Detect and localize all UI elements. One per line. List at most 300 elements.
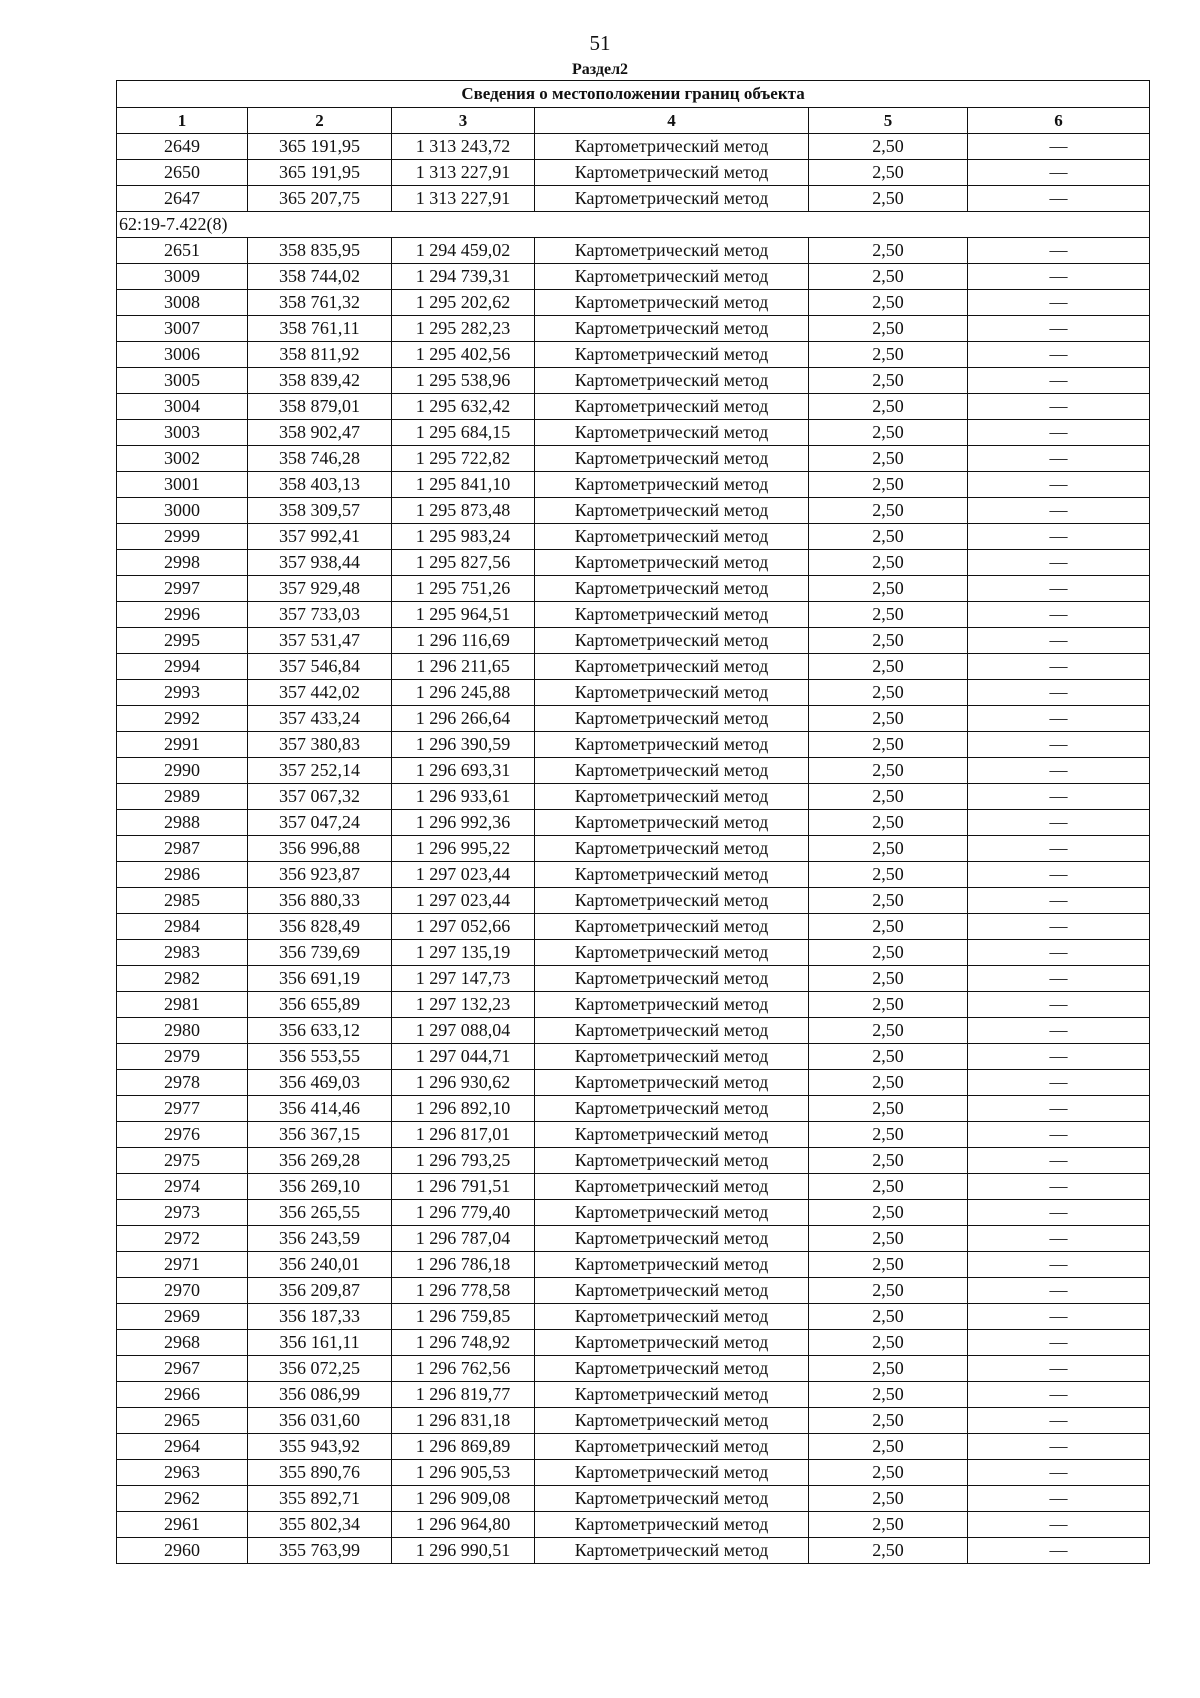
y-coordinate-cell: 1 296 995,22	[392, 836, 535, 862]
x-coordinate-cell: 358 744,02	[248, 264, 392, 290]
y-coordinate-cell: 1 296 787,04	[392, 1226, 535, 1252]
point-number-cell: 2992	[117, 706, 248, 732]
table-row	[117, 888, 1150, 914]
point-number-cell: 2986	[117, 862, 248, 888]
table-row	[117, 940, 1150, 966]
table-caption: Сведения о местоположении границ объекта	[117, 81, 1150, 108]
point-number-cell: 2974	[117, 1174, 248, 1200]
column-number-6: 6	[968, 108, 1150, 134]
column-number-3: 3	[392, 108, 535, 134]
accuracy-cell: 2,50	[809, 316, 968, 342]
description-cell: —	[968, 1460, 1150, 1486]
method-cell: Картометрический метод	[535, 888, 809, 914]
description-cell: —	[968, 1486, 1150, 1512]
table-row	[117, 1070, 1150, 1096]
x-coordinate-cell: 356 414,46	[248, 1096, 392, 1122]
y-coordinate-cell: 1 297 023,44	[392, 862, 535, 888]
method-cell: Картометрический метод	[535, 290, 809, 316]
method-cell: Картометрический метод	[535, 1044, 809, 1070]
accuracy-cell: 2,50	[809, 1538, 968, 1564]
description-cell: —	[968, 966, 1150, 992]
description-cell: —	[968, 264, 1150, 290]
x-coordinate-cell: 357 433,24	[248, 706, 392, 732]
method-cell: Картометрический метод	[535, 1122, 809, 1148]
x-coordinate-cell: 357 380,83	[248, 732, 392, 758]
point-number-cell: 3002	[117, 446, 248, 472]
description-cell: —	[968, 940, 1150, 966]
table-row	[117, 706, 1150, 732]
method-cell: Картометрический метод	[535, 1200, 809, 1226]
method-cell: Картометрический метод	[535, 836, 809, 862]
x-coordinate-cell: 365 207,75	[248, 186, 392, 212]
y-coordinate-cell: 1 295 841,10	[392, 472, 535, 498]
description-cell: —	[968, 862, 1150, 888]
table-row	[117, 524, 1150, 550]
table-row	[117, 238, 1150, 264]
point-number-cell: 2998	[117, 550, 248, 576]
description-cell: —	[968, 368, 1150, 394]
y-coordinate-cell: 1 296 759,85	[392, 1304, 535, 1330]
point-number-cell: 2993	[117, 680, 248, 706]
method-cell: Картометрический метод	[535, 706, 809, 732]
accuracy-cell: 2,50	[809, 1434, 968, 1460]
table-row	[117, 316, 1150, 342]
point-number-cell: 2999	[117, 524, 248, 550]
table-row	[117, 186, 1150, 212]
accuracy-cell: 2,50	[809, 914, 968, 940]
table-row	[117, 1304, 1150, 1330]
point-number-cell: 2970	[117, 1278, 248, 1304]
table-row	[117, 1408, 1150, 1434]
description-cell: —	[968, 914, 1150, 940]
accuracy-cell: 2,50	[809, 602, 968, 628]
x-coordinate-cell: 356 269,28	[248, 1148, 392, 1174]
y-coordinate-cell: 1 296 786,18	[392, 1252, 535, 1278]
accuracy-cell: 2,50	[809, 524, 968, 550]
y-coordinate-cell: 1 296 779,40	[392, 1200, 535, 1226]
accuracy-cell: 2,50	[809, 1460, 968, 1486]
table-row	[117, 1278, 1150, 1304]
point-number-cell: 2984	[117, 914, 248, 940]
y-coordinate-cell: 1 313 227,91	[392, 160, 535, 186]
description-cell: —	[968, 1070, 1150, 1096]
accuracy-cell: 2,50	[809, 186, 968, 212]
method-cell: Картометрический метод	[535, 940, 809, 966]
accuracy-cell: 2,50	[809, 1304, 968, 1330]
point-number-cell: 2982	[117, 966, 248, 992]
x-coordinate-cell: 356 209,87	[248, 1278, 392, 1304]
description-cell: —	[968, 1122, 1150, 1148]
table-row	[117, 1538, 1150, 1564]
method-cell: Картометрический метод	[535, 1252, 809, 1278]
description-cell: —	[968, 1044, 1150, 1070]
y-coordinate-cell: 1 296 930,62	[392, 1070, 535, 1096]
accuracy-cell: 2,50	[809, 1044, 968, 1070]
accuracy-cell: 2,50	[809, 134, 968, 160]
method-cell: Картометрический метод	[535, 160, 809, 186]
x-coordinate-cell: 357 252,14	[248, 758, 392, 784]
x-coordinate-cell: 358 746,28	[248, 446, 392, 472]
y-coordinate-cell: 1 296 762,56	[392, 1356, 535, 1382]
point-number-cell: 3003	[117, 420, 248, 446]
y-coordinate-cell: 1 295 202,62	[392, 290, 535, 316]
point-number-cell: 3001	[117, 472, 248, 498]
description-cell: —	[968, 394, 1150, 420]
table-row	[117, 1044, 1150, 1070]
point-number-cell: 3005	[117, 368, 248, 394]
method-cell: Картометрический метод	[535, 368, 809, 394]
method-cell: Картометрический метод	[535, 862, 809, 888]
y-coordinate-cell: 1 294 739,31	[392, 264, 535, 290]
boundary-coordinates-table	[116, 80, 1150, 1564]
x-coordinate-cell: 355 802,34	[248, 1512, 392, 1538]
x-coordinate-cell: 355 890,76	[248, 1460, 392, 1486]
y-coordinate-cell: 1 296 990,51	[392, 1538, 535, 1564]
accuracy-cell: 2,50	[809, 420, 968, 446]
table-row	[117, 394, 1150, 420]
accuracy-cell: 2,50	[809, 1408, 968, 1434]
table-row	[117, 264, 1150, 290]
column-number-1: 1	[117, 108, 248, 134]
accuracy-cell: 2,50	[809, 368, 968, 394]
method-cell: Картометрический метод	[535, 1330, 809, 1356]
x-coordinate-cell: 357 992,41	[248, 524, 392, 550]
table-row	[117, 1434, 1150, 1460]
table-row	[117, 680, 1150, 706]
method-cell: Картометрический метод	[535, 654, 809, 680]
y-coordinate-cell: 1 295 827,56	[392, 550, 535, 576]
accuracy-cell: 2,50	[809, 966, 968, 992]
description-cell: —	[968, 654, 1150, 680]
method-cell: Картометрический метод	[535, 186, 809, 212]
accuracy-cell: 2,50	[809, 706, 968, 732]
y-coordinate-cell: 1 295 632,42	[392, 394, 535, 420]
method-cell: Картометрический метод	[535, 238, 809, 264]
point-number-cell: 3007	[117, 316, 248, 342]
page-number: 51	[589, 31, 611, 55]
description-cell: —	[968, 602, 1150, 628]
y-coordinate-cell: 1 295 684,15	[392, 420, 535, 446]
y-coordinate-cell: 1 313 243,72	[392, 134, 535, 160]
y-coordinate-cell: 1 296 778,58	[392, 1278, 535, 1304]
table-row	[117, 992, 1150, 1018]
y-coordinate-cell: 1 296 905,53	[392, 1460, 535, 1486]
table-row	[117, 862, 1150, 888]
description-cell: —	[968, 160, 1150, 186]
point-number-cell: 2980	[117, 1018, 248, 1044]
accuracy-cell: 2,50	[809, 888, 968, 914]
y-coordinate-cell: 1 297 147,73	[392, 966, 535, 992]
point-number-cell: 2963	[117, 1460, 248, 1486]
y-coordinate-cell: 1 296 892,10	[392, 1096, 535, 1122]
accuracy-cell: 2,50	[809, 394, 968, 420]
y-coordinate-cell: 1 294 459,02	[392, 238, 535, 264]
x-coordinate-cell: 356 243,59	[248, 1226, 392, 1252]
method-cell: Картометрический метод	[535, 1408, 809, 1434]
description-cell: —	[968, 1538, 1150, 1564]
method-cell: Картометрический метод	[535, 1382, 809, 1408]
table-row	[117, 1122, 1150, 1148]
point-number-cell: 2650	[117, 160, 248, 186]
method-cell: Картометрический метод	[535, 1460, 809, 1486]
y-coordinate-cell: 1 295 751,26	[392, 576, 535, 602]
point-number-cell: 2967	[117, 1356, 248, 1382]
method-cell: Картометрический метод	[535, 1148, 809, 1174]
description-cell: —	[968, 1278, 1150, 1304]
accuracy-cell: 2,50	[809, 628, 968, 654]
description-cell: —	[968, 1148, 1150, 1174]
x-coordinate-cell: 358 811,92	[248, 342, 392, 368]
y-coordinate-cell: 1 296 748,92	[392, 1330, 535, 1356]
table-row	[117, 602, 1150, 628]
method-cell: Картометрический метод	[535, 966, 809, 992]
description-cell: —	[968, 1512, 1150, 1538]
accuracy-cell: 2,50	[809, 446, 968, 472]
accuracy-cell: 2,50	[809, 1278, 968, 1304]
table-caption-row	[117, 81, 1150, 108]
point-number-cell: 2647	[117, 186, 248, 212]
table-body	[117, 134, 1150, 1564]
method-cell: Картометрический метод	[535, 680, 809, 706]
x-coordinate-cell: 357 047,24	[248, 810, 392, 836]
x-coordinate-cell: 357 733,03	[248, 602, 392, 628]
y-coordinate-cell: 1 296 266,64	[392, 706, 535, 732]
table-row	[117, 134, 1150, 160]
accuracy-cell: 2,50	[809, 940, 968, 966]
x-coordinate-cell: 355 943,92	[248, 1434, 392, 1460]
point-number-cell: 2997	[117, 576, 248, 602]
description-cell: —	[968, 628, 1150, 654]
y-coordinate-cell: 1 296 819,77	[392, 1382, 535, 1408]
y-coordinate-cell: 1 297 132,23	[392, 992, 535, 1018]
table-row	[117, 420, 1150, 446]
method-cell: Картометрический метод	[535, 1174, 809, 1200]
description-cell: —	[968, 680, 1150, 706]
x-coordinate-cell: 358 309,57	[248, 498, 392, 524]
method-cell: Картометрический метод	[535, 576, 809, 602]
point-number-cell: 2960	[117, 1538, 248, 1564]
accuracy-cell: 2,50	[809, 1070, 968, 1096]
y-coordinate-cell: 1 295 282,23	[392, 316, 535, 342]
x-coordinate-cell: 355 892,71	[248, 1486, 392, 1512]
x-coordinate-cell: 358 403,13	[248, 472, 392, 498]
method-cell: Картометрический метод	[535, 550, 809, 576]
description-cell: —	[968, 758, 1150, 784]
x-coordinate-cell: 356 187,33	[248, 1304, 392, 1330]
description-cell: —	[968, 732, 1150, 758]
x-coordinate-cell: 358 839,42	[248, 368, 392, 394]
method-cell: Картометрический метод	[535, 472, 809, 498]
column-number-2: 2	[248, 108, 392, 134]
y-coordinate-cell: 1 296 964,80	[392, 1512, 535, 1538]
description-cell: —	[968, 472, 1150, 498]
x-coordinate-cell: 358 879,01	[248, 394, 392, 420]
x-coordinate-cell: 357 067,32	[248, 784, 392, 810]
point-number-cell: 2994	[117, 654, 248, 680]
description-cell: —	[968, 420, 1150, 446]
point-number-cell: 3006	[117, 342, 248, 368]
accuracy-cell: 2,50	[809, 1512, 968, 1538]
point-number-cell: 2991	[117, 732, 248, 758]
method-cell: Картометрический метод	[535, 784, 809, 810]
table-row	[117, 654, 1150, 680]
table-row	[117, 758, 1150, 784]
point-number-cell: 2972	[117, 1226, 248, 1252]
method-cell: Картометрический метод	[535, 394, 809, 420]
table-row	[117, 966, 1150, 992]
description-cell: —	[968, 576, 1150, 602]
table-row	[117, 1252, 1150, 1278]
y-coordinate-cell: 1 296 211,65	[392, 654, 535, 680]
accuracy-cell: 2,50	[809, 732, 968, 758]
point-number-cell: 2651	[117, 238, 248, 264]
description-cell: —	[968, 784, 1150, 810]
table-row	[117, 498, 1150, 524]
y-coordinate-cell: 1 296 245,88	[392, 680, 535, 706]
point-number-cell: 2961	[117, 1512, 248, 1538]
x-coordinate-cell: 357 442,02	[248, 680, 392, 706]
table-row	[117, 368, 1150, 394]
accuracy-cell: 2,50	[809, 1200, 968, 1226]
method-cell: Картометрический метод	[535, 498, 809, 524]
table-row	[117, 1356, 1150, 1382]
table-row	[117, 1096, 1150, 1122]
y-coordinate-cell: 1 296 116,69	[392, 628, 535, 654]
method-cell: Картометрический метод	[535, 264, 809, 290]
description-cell: —	[968, 992, 1150, 1018]
accuracy-cell: 2,50	[809, 836, 968, 862]
method-cell: Картометрический метод	[535, 1070, 809, 1096]
table-row	[117, 1200, 1150, 1226]
y-coordinate-cell: 1 296 817,01	[392, 1122, 535, 1148]
accuracy-cell: 2,50	[809, 342, 968, 368]
point-number-cell: 2987	[117, 836, 248, 862]
method-cell: Картометрический метод	[535, 1486, 809, 1512]
x-coordinate-cell: 365 191,95	[248, 134, 392, 160]
table-row	[117, 472, 1150, 498]
x-coordinate-cell: 356 739,69	[248, 940, 392, 966]
description-cell: —	[968, 836, 1150, 862]
method-cell: Картометрический метод	[535, 810, 809, 836]
description-cell: —	[968, 1304, 1150, 1330]
point-number-cell: 2981	[117, 992, 248, 1018]
x-coordinate-cell: 358 835,95	[248, 238, 392, 264]
y-coordinate-cell: 1 296 831,18	[392, 1408, 535, 1434]
y-coordinate-cell: 1 296 909,08	[392, 1486, 535, 1512]
table-row	[117, 1226, 1150, 1252]
description-cell: —	[968, 134, 1150, 160]
point-number-cell: 2978	[117, 1070, 248, 1096]
method-cell: Картометрический метод	[535, 914, 809, 940]
table-row	[117, 1148, 1150, 1174]
method-cell: Картометрический метод	[535, 1278, 809, 1304]
method-cell: Картометрический метод	[535, 1226, 809, 1252]
group-row	[117, 212, 1150, 238]
accuracy-cell: 2,50	[809, 576, 968, 602]
y-coordinate-cell: 1 296 933,61	[392, 784, 535, 810]
description-cell: —	[968, 1096, 1150, 1122]
description-cell: —	[968, 290, 1150, 316]
description-cell: —	[968, 1434, 1150, 1460]
accuracy-cell: 2,50	[809, 1174, 968, 1200]
accuracy-cell: 2,50	[809, 758, 968, 784]
description-cell: —	[968, 1174, 1150, 1200]
description-cell: —	[968, 550, 1150, 576]
method-cell: Картометрический метод	[535, 758, 809, 784]
y-coordinate-cell: 1 295 873,48	[392, 498, 535, 524]
method-cell: Картометрический метод	[535, 1538, 809, 1564]
point-number-cell: 2964	[117, 1434, 248, 1460]
y-coordinate-cell: 1 313 227,91	[392, 186, 535, 212]
point-number-cell: 2971	[117, 1252, 248, 1278]
method-cell: Картометрический метод	[535, 602, 809, 628]
x-coordinate-cell: 358 761,11	[248, 316, 392, 342]
method-cell: Картометрический метод	[535, 1018, 809, 1044]
description-cell: —	[968, 186, 1150, 212]
description-cell: —	[968, 810, 1150, 836]
table-row	[117, 446, 1150, 472]
description-cell: —	[968, 1408, 1150, 1434]
point-number-cell: 2983	[117, 940, 248, 966]
y-coordinate-cell: 1 297 088,04	[392, 1018, 535, 1044]
method-cell: Картометрический метод	[535, 524, 809, 550]
description-cell: —	[968, 238, 1150, 264]
x-coordinate-cell: 357 929,48	[248, 576, 392, 602]
table-row	[117, 1486, 1150, 1512]
method-cell: Картометрический метод	[535, 446, 809, 472]
y-coordinate-cell: 1 296 693,31	[392, 758, 535, 784]
table-row	[117, 810, 1150, 836]
table-row	[117, 1512, 1150, 1538]
section-title: Раздел2	[571, 61, 629, 78]
table-row	[117, 836, 1150, 862]
accuracy-cell: 2,50	[809, 810, 968, 836]
y-coordinate-cell: 1 296 793,25	[392, 1148, 535, 1174]
accuracy-cell: 2,50	[809, 1018, 968, 1044]
x-coordinate-cell: 356 655,89	[248, 992, 392, 1018]
table-row	[117, 160, 1150, 186]
y-coordinate-cell: 1 296 390,59	[392, 732, 535, 758]
method-cell: Картометрический метод	[535, 134, 809, 160]
accuracy-cell: 2,50	[809, 290, 968, 316]
y-coordinate-cell: 1 295 402,56	[392, 342, 535, 368]
point-number-cell: 3000	[117, 498, 248, 524]
point-number-cell: 2985	[117, 888, 248, 914]
x-coordinate-cell: 356 828,49	[248, 914, 392, 940]
x-coordinate-cell: 356 265,55	[248, 1200, 392, 1226]
y-coordinate-cell: 1 296 869,89	[392, 1434, 535, 1460]
y-coordinate-cell: 1 297 052,66	[392, 914, 535, 940]
point-number-cell: 2975	[117, 1148, 248, 1174]
description-cell: —	[968, 1018, 1150, 1044]
x-coordinate-cell: 356 553,55	[248, 1044, 392, 1070]
table-row	[117, 784, 1150, 810]
point-number-cell: 2977	[117, 1096, 248, 1122]
method-cell: Картометрический метод	[535, 732, 809, 758]
description-cell: —	[968, 1330, 1150, 1356]
method-cell: Картометрический метод	[535, 342, 809, 368]
point-number-cell: 2973	[117, 1200, 248, 1226]
x-coordinate-cell: 356 269,10	[248, 1174, 392, 1200]
group-label: 62:19-7.422(8)	[117, 212, 1150, 238]
accuracy-cell: 2,50	[809, 1122, 968, 1148]
method-cell: Картометрический метод	[535, 1356, 809, 1382]
method-cell: Картометрический метод	[535, 628, 809, 654]
description-cell: —	[968, 706, 1150, 732]
column-number-row	[117, 108, 1150, 134]
accuracy-cell: 2,50	[809, 238, 968, 264]
accuracy-cell: 2,50	[809, 1382, 968, 1408]
